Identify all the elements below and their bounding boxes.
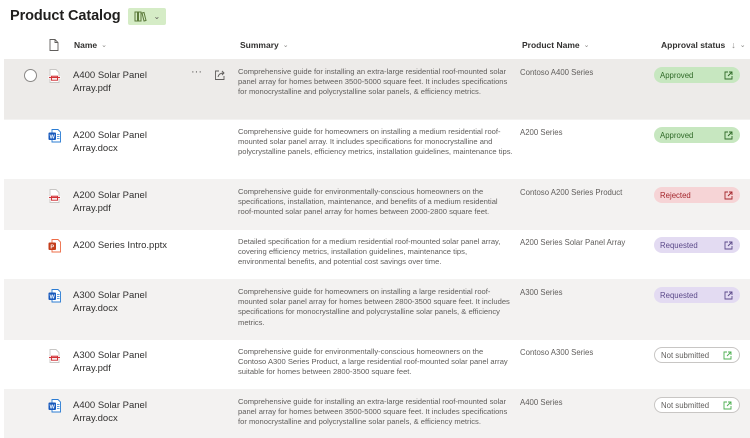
summary-text: Detailed specification for a medium residential roof-mounted solar panel array, covering efficiency metrics, installation guidelines, maintenance tips, environmental benefits, and potential cost savings over time. (238, 237, 501, 267)
approval-status-badge[interactable] (654, 187, 740, 203)
chevron-down-icon: ⌄ (282, 42, 289, 49)
table-row[interactable] (4, 60, 750, 120)
table-row[interactable] (4, 390, 750, 438)
approval-status-column-header[interactable]: Approval status ↓ ⌄ (661, 40, 746, 50)
open-external-icon (724, 191, 733, 200)
svg-text:W: W (49, 294, 55, 301)
status-label: Rejected (660, 190, 691, 200)
word-file-icon (48, 399, 61, 413)
open-external-icon (724, 131, 733, 140)
svg-text:W: W (49, 404, 55, 411)
file-type-column-header[interactable] (49, 30, 59, 60)
table-row[interactable] (4, 180, 750, 230)
table-row[interactable] (4, 280, 750, 340)
file-name-link[interactable]: A200 Solar Panel Array.pdf (73, 190, 147, 214)
pdf-file-icon (48, 189, 61, 203)
open-external-icon (723, 351, 732, 360)
sort-descending-icon: ↓ (731, 40, 736, 50)
summary-text: Comprehensive guide for environmentally-conscious homeowners on the Contoso A300 Series Product, a large residential roof-mounted solar panel array suitable for homes between 2800-3500 square feet. (238, 347, 508, 377)
share-icon (214, 69, 226, 81)
file-type-cell (48, 399, 61, 413)
word-file-icon (48, 129, 61, 143)
file-name-link[interactable]: A300 Solar Panel Array.pdf (73, 350, 147, 374)
product-name-text: Contoso A400 Series (520, 68, 594, 77)
status-label: Not submitted (661, 400, 710, 410)
summary-text: Comprehensive guide for homeowners on installing a large residential roof-mounted solar panel array for homes between 2800-3500 square feet. It includes specifications for monocrystalline and polycrystalline solar panels, & efficiency metrics. (238, 287, 510, 327)
file-name-link[interactable]: A400 Solar Panel Array.docx (73, 400, 147, 424)
product-name-text: A200 Series Solar Panel Array (520, 238, 626, 247)
page-title: Product Catalog (10, 8, 121, 24)
name-column-header[interactable]: Name ⌄ (74, 40, 108, 50)
share-button[interactable] (214, 68, 226, 80)
summary-text: Comprehensive guide for environmentally-conscious homeowners on the specifications, installation, maintenance, and benefits of a medium residential roof-mounted solar panel array for homes between 2000-2800 square feet. (238, 187, 498, 217)
more-actions-button[interactable]: ··· (191, 66, 202, 78)
approval-status-badge[interactable] (654, 127, 740, 143)
file-name-link[interactable]: A200 Series Intro.pptx (73, 240, 167, 251)
library-books-icon (134, 11, 147, 22)
product-name-text: Contoso A200 Series Product (520, 188, 623, 197)
row-list (4, 60, 750, 438)
svg-text:W: W (49, 134, 55, 141)
view-switcher-button[interactable] (128, 8, 166, 25)
chevron-down-icon: ⌄ (101, 42, 108, 49)
page-header (10, 4, 166, 28)
file-type-cell (48, 189, 61, 203)
status-label: Not submitted (661, 350, 710, 360)
approval-status-badge[interactable] (654, 67, 740, 83)
status-label: Requested (660, 290, 698, 300)
file-name-link[interactable]: A200 Solar Panel Array.docx (73, 130, 147, 154)
open-external-icon (724, 241, 733, 250)
table-row[interactable] (4, 340, 750, 390)
file-type-cell (48, 289, 61, 303)
table-row[interactable] (4, 120, 750, 180)
file-type-cell (48, 239, 61, 253)
approval-status-badge[interactable] (654, 237, 740, 253)
document-icon (49, 39, 59, 51)
status-label: Requested (660, 240, 698, 250)
product-name-text: A400 Series (520, 398, 563, 407)
file-type-cell (48, 349, 61, 363)
summary-text: Comprehensive guide for installing an extra-large residential roof-mounted solar panel array for homes between 3500-5000 square feet. It includes specifications for monocrystalline and polycrystalline solar panels, & efficiency metrics. (238, 397, 508, 427)
approval-status-badge[interactable] (654, 347, 740, 363)
summary-column-header[interactable]: Summary ⌄ (240, 40, 289, 50)
product-name-text: Contoso A300 Series (520, 348, 594, 357)
pdf-file-icon (48, 349, 61, 363)
status-label: Approved (660, 70, 694, 80)
file-type-cell (48, 129, 61, 143)
open-external-icon (724, 291, 733, 300)
product-name-text: A300 Series (520, 288, 563, 297)
word-file-icon (48, 289, 61, 303)
powerpoint-file-icon (48, 239, 61, 253)
summary-text: Comprehensive guide for homeowners on installing a medium residential roof-mounted solar panel array. It includes specifications for monocrystalline and polycrystalline panels, efficiency metrics, installation guidelines, maintenance tips. (238, 127, 513, 157)
summary-text: Comprehensive guide for installing an extra-large residential roof-mounted solar panel array for homes between 3500-5000 square feet. It includes specifications for monocrystalline and polycrystalline solar panels, & efficiency metrics. (238, 67, 508, 97)
file-name-link[interactable]: A300 Solar Panel Array.docx (73, 290, 147, 314)
approval-status-badge[interactable] (654, 287, 740, 303)
svg-text:P: P (50, 244, 55, 251)
chevron-down-icon: ⌄ (739, 42, 746, 49)
chevron-down-icon: ⌄ (583, 42, 590, 49)
approval-status-badge[interactable] (654, 397, 740, 413)
product-name-column-header[interactable]: Product Name ⌄ (522, 40, 590, 50)
file-type-cell (48, 69, 61, 83)
document-library-grid (4, 30, 750, 438)
open-external-icon (723, 401, 732, 410)
file-name-link[interactable]: A400 Solar Panel Array.pdf (73, 70, 147, 94)
pdf-file-icon (48, 69, 61, 83)
table-row[interactable] (4, 230, 750, 280)
open-external-icon (724, 71, 733, 80)
status-label: Approved (660, 130, 694, 140)
chevron-down-icon: ⌄ (153, 11, 161, 21)
row-select-radio[interactable] (24, 69, 37, 82)
product-name-text: A200 Series (520, 128, 563, 137)
column-header-row (4, 30, 750, 60)
